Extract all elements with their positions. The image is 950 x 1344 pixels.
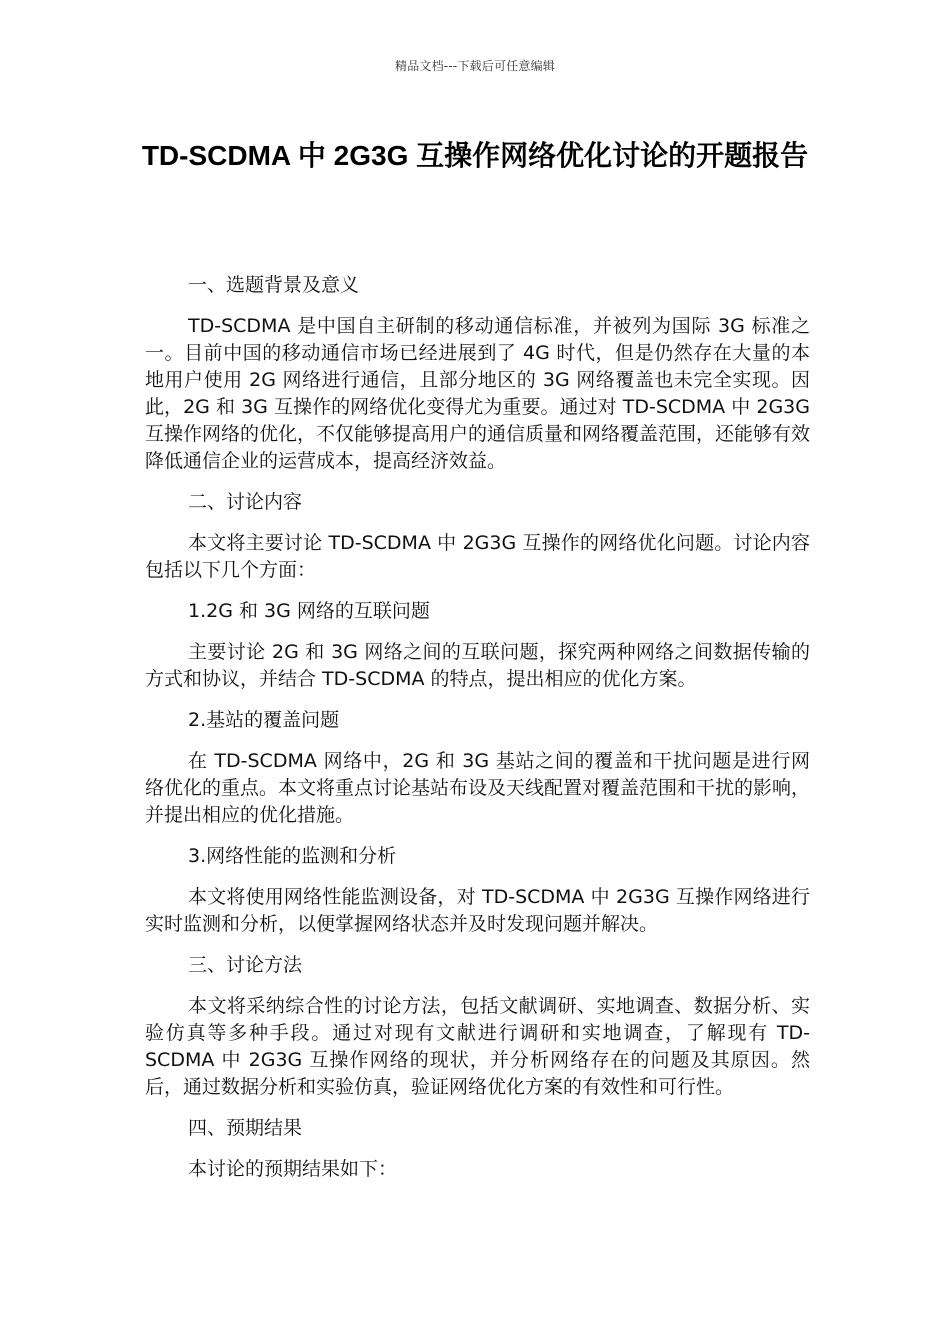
paragraph-coverage: 在 TD-SCDMA 网络中，2G 和 3G 基站之间的覆盖和干扰问题是进行网络优化的重点。本文将重点讨论基站布设及天线配置对覆盖范围和干扰的影响，并提出相应的优化措施。 — [145, 750, 811, 826]
section-heading-expected-results: 四、预期结果 — [188, 1117, 303, 1139]
section-heading-method: 三、讨论方法 — [188, 954, 303, 976]
document-body — [145, 272, 810, 1197]
paragraph-monitoring: 本文将使用网络性能监测设备，对 TD-SCDMA 中 2G3G 互操作网络进行实时监测和分析，以便掌握网络状态并及时发现问题并解决。 — [145, 886, 810, 935]
paragraph-background: TD-SCDMA 是中国自主研制的移动通信标准，并被列为国际 3G 标准之一。目前中国的移动通信市场已经进展到了 4G 时代，但是仍然存在大量的本地用户使用 2G 网络进行通信，且部分地区的 3G 网络覆盖也未完全实现。因此，2G 和 3G 互操作的网络优化变得尤为重要。通过对 TD-SCDMA 中 2G3G 互操作网络的优化，不仅能够提高用户的通信质量和网络覆盖范围，还能够有效降低通信企业的运营成本，提高经济效益。 — [145, 315, 811, 472]
paragraph-interconnection: 主要讨论 2G 和 3G 网络之间的互联问题，探究两种网络之间数据传输的方式和协议，并结合 TD-SCDMA 的特点，提出相应的优化方案。 — [145, 641, 810, 690]
subheading-interconnection: 1.2G 和 3G 网络的互联问题 — [188, 600, 430, 622]
subheading-coverage: 2.基站的覆盖问题 — [188, 709, 340, 731]
page-header: 精品文档---下载后可任意编辑 — [395, 59, 555, 73]
document-title: TD-SCDMA 中 2G3G 互操作网络优化讨论的开题报告 — [141, 140, 809, 171]
section-heading-content: 二、讨论内容 — [188, 491, 303, 513]
paragraph-expected-results: 本讨论的预期结果如下： — [188, 1158, 398, 1180]
subheading-monitoring: 3.网络性能的监测和分析 — [188, 845, 397, 867]
section-heading-background: 一、选题背景及意义 — [188, 274, 360, 296]
paragraph-method: 本文将采纳综合性的讨论方法，包括文献调研、实地调查、数据分析、实验仿真等多种手段。通过对现有文献进行调研和实地调查，了解现有 TD-SCDMA 中 2G3G 互操作网络的现状，并分析网络存在的问题及其原因。然后，通过数据分析和实验仿真，验证网络优化方案的有效性和可行性。 — [145, 995, 810, 1098]
paragraph-content-intro: 本文将主要讨论 TD-SCDMA 中 2G3G 互操作的网络优化问题。讨论内容包括以下几个方面： — [145, 532, 810, 581]
